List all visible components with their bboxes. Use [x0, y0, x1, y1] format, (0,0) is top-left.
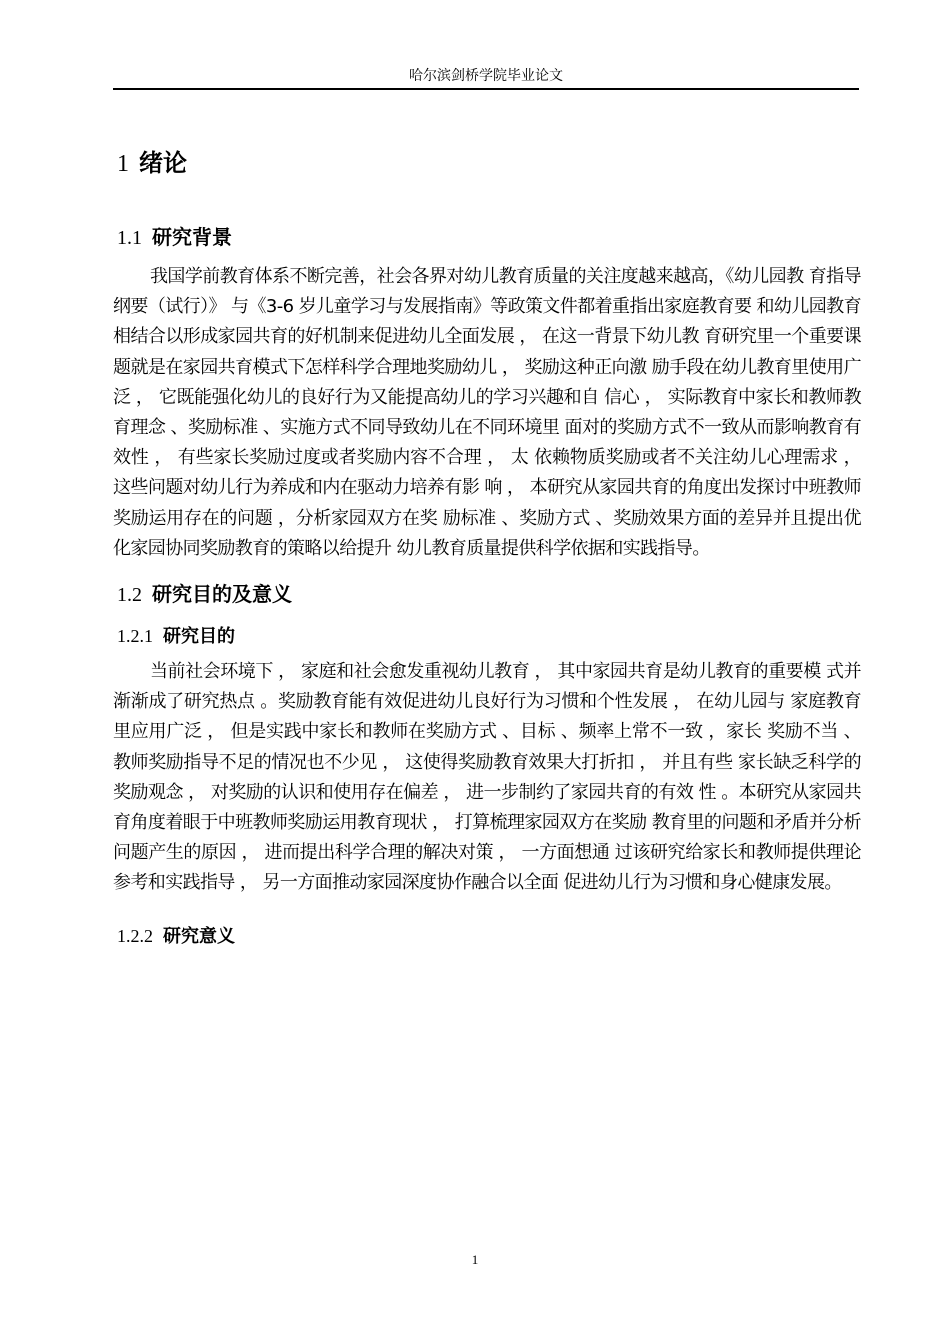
background-paragraph: 我国学前教育体系不断完善，社会各界对幼儿教育质量的关注度越来越高，《幼儿园教 育指导纲要（试行）》 与《3-6 岁儿童学习与发展指南》等政策文件都着重指出家庭教育要 和幼儿园教育相结合以形成家园共育的好机制来促进幼儿全面发展 ， 在这一背景下幼儿教 育研究里一个重要课题就是在家园共育模式下怎样科学合理地奖励幼儿 ， 奖励这种正向激 励手段在幼儿教育里使用广泛 ， 它既能强化幼儿的良好行为又能提高幼儿的学习兴趣和自 信心 ， 实际教育中家长和教师教育理念 、奖励标准 、实施方式不同导致幼儿在不同环境里 面对的奖励方式不一致从而影响教育有效性 ， 有些家长奖励过度或者奖励内容不合理 ， 太 依赖物质奖励或者不关注幼儿心理需求 ， 这些问题对幼儿行为养成和内在驱动力培养有影 响 ， 本研究从家园共育的角度出发探讨中班教师奖励运用存在的问题 ，分析家园双方在奖 励标准 、奖励方式 、奖励效果方面的差异并且提出优化家园协同奖励教育的策略以给提升 幼儿教育质量提供科学依据和实践指导。: [113, 266, 861, 559]
subsection-title: 研究目的: [163, 626, 235, 647]
section-title: 研究背景: [152, 225, 232, 249]
section-heading-1-2: [117, 579, 292, 610]
purpose-paragraph: 当前社会环境下 ， 家庭和社会愈发重视幼儿教育 ， 其中家园共育是幼儿教育的重要模 式并渐渐成了研究热点 。奖励教育能有效促进幼儿良好行为习惯和个性发展 ， 在幼儿园与 家庭教育里应用广泛 ， 但是实践中家长和教师在奖励方式 、目标 、频率上常不一致 ，家长 奖励不当 、教师奖励指导不足的情况也不少见 ， 这使得奖励教育效果大打折扣 ， 并且有些 家长缺乏科学的奖励观念 ， 对奖励的认识和使用存在偏差 ， 进一步制约了家园共育的有效 性 。本研究从家园共育角度着眼于中班教师奖励运用教育现状 ， 打算梳理家园双方在奖励 教育里的问题和矛盾并分析问题产生的原因 ， 进而提出科学合理的解决对策 ， 一方面想通 过该研究给家长和教师提供理论参考和实践指导 ， 另一方面推动家园深度协作融合以全面 促进幼儿行为习惯和身心健康发展。: [113, 661, 861, 894]
chapter-title: 绪论: [139, 149, 187, 177]
section-heading-1-1: [117, 222, 232, 253]
subsection-heading-1-2-2: [117, 922, 235, 951]
section-number: 1.2: [117, 584, 142, 606]
section-number: 1.1: [117, 227, 142, 249]
subsection-number: 1.2.2: [117, 926, 153, 946]
subsection-number: 1.2.1: [117, 626, 153, 646]
running-header: [113, 66, 859, 90]
chapter-heading: [117, 146, 187, 181]
subsection-title: 研究意义: [163, 926, 235, 947]
running-header-text: 哈尔滨剑桥学院毕业论文: [409, 68, 563, 84]
chapter-number: 1: [117, 151, 129, 177]
subsection-heading-1-2-1: [117, 622, 235, 651]
page-number: 1: [471, 1252, 479, 1267]
section-title: 研究目的及意义: [152, 582, 292, 606]
